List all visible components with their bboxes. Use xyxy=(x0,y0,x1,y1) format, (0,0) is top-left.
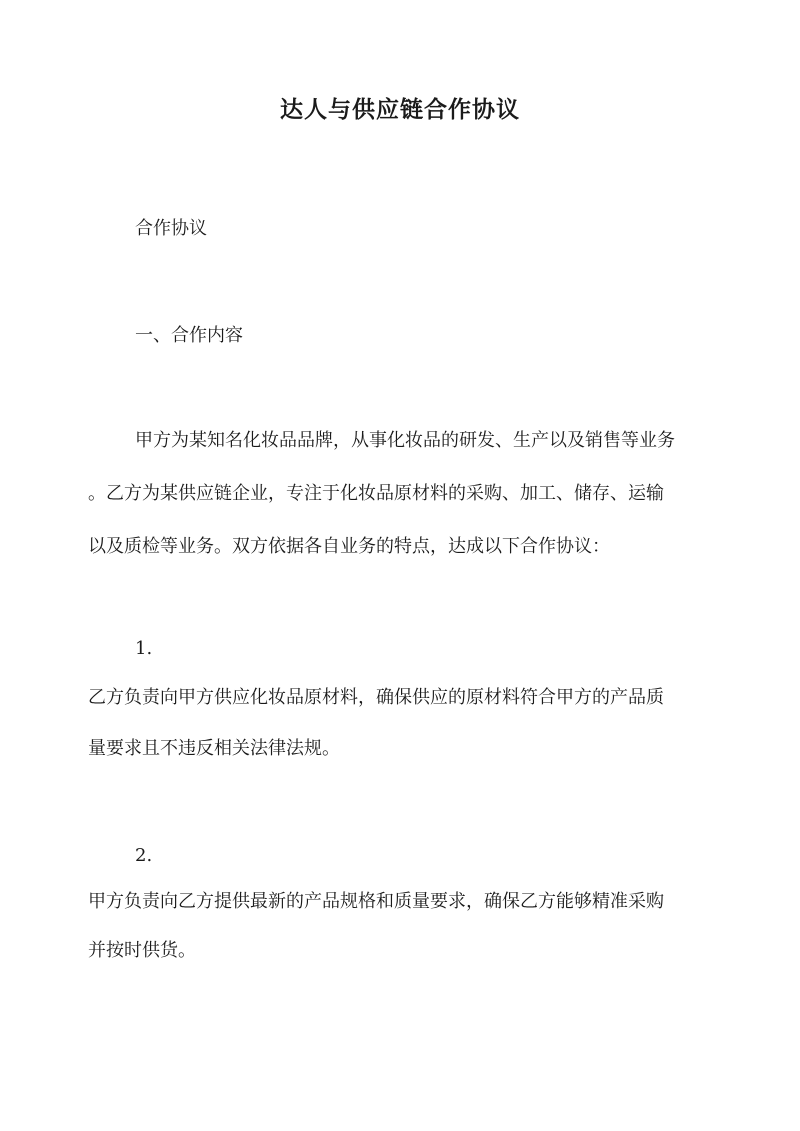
intro-paragraph-line: 。乙方为某供应链企业，专注于化妆品原材料的采购、加工、储存、运输 xyxy=(88,483,664,504)
intro-paragraph-line: 以及质检等业务。双方依据各自业务的特点，达成以下合作协议： xyxy=(88,536,610,557)
agreement-subtitle: 合作协议 xyxy=(135,218,207,239)
item-number: 1. xyxy=(135,638,153,659)
document-title: 达人与供应链合作协议 xyxy=(280,96,520,123)
section-heading: 一、合作内容 xyxy=(135,325,243,346)
item-text-line: 甲方负责向乙方提供最新的产品规格和质量要求，确保乙方能够精准采购 xyxy=(88,891,664,912)
item-text-line: 乙方负责向甲方供应化妆品原材料，确保供应的原材料符合甲方的产品质 xyxy=(88,687,664,708)
item-number: 2. xyxy=(135,845,153,866)
intro-paragraph-line: 甲方为某知名化妆品品牌，从事化妆品的研发、生产以及销售等业务 xyxy=(135,430,675,451)
item-text-line: 量要求且不违反相关法律法规。 xyxy=(88,738,340,759)
item-text-line: 并按时供货。 xyxy=(88,940,196,961)
